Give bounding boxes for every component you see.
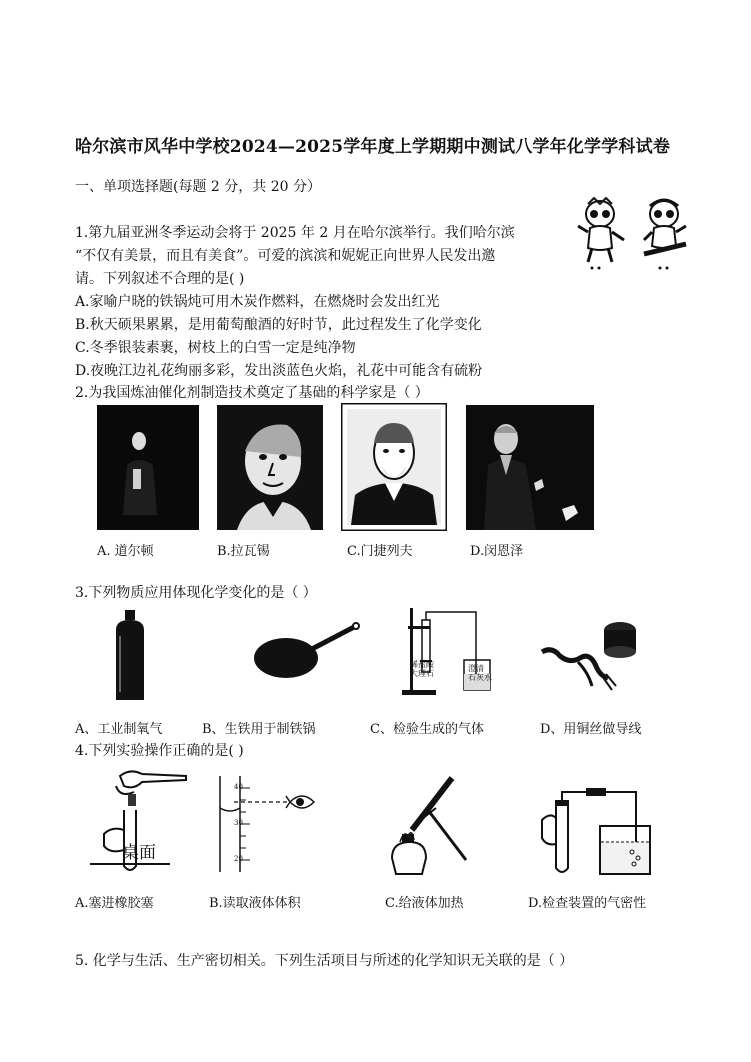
label-acid-marble: 稀盐酸 大理石 <box>410 660 434 678</box>
label-limewater: 澄清 石灰水 <box>468 664 492 682</box>
copper-wire-icon <box>538 612 642 692</box>
q4-option-c: C.给液体加热 <box>385 896 464 911</box>
q3-option-a: A、工业制氧气 <box>75 722 163 737</box>
desk-label: 桌面 <box>122 843 156 863</box>
heat-liquid-figure <box>378 770 478 880</box>
q3-option-b: B、生铁用于制铁锅 <box>202 722 316 737</box>
section-heading: 一、单项选择题(每题 2 分，共 20 分） <box>75 179 321 195</box>
portrait-mendeleev <box>341 403 447 531</box>
mascot-binbin-icon <box>572 196 628 270</box>
oxygen-cylinder-icon <box>110 610 150 702</box>
q2-option-a: A. 道尔顿 <box>97 544 154 559</box>
q1-option-b: B.秋天硕果累累，是用葡萄酿酒的好时节，此过程发生了化学变化 <box>75 317 482 333</box>
read-volume-figure <box>210 776 320 876</box>
scale-30: 30 <box>234 819 243 827</box>
q5-stem: 5. 化学与生活、生产密切相关。下列生活项目与所述的化学知识无关联的是（ ） <box>75 953 574 969</box>
portrait-min-enze <box>466 405 594 530</box>
iron-wok-icon <box>252 622 362 682</box>
mascot-nini-icon <box>636 196 692 270</box>
q1-line-3: 请。下列叙述不合理的是( ) <box>75 271 245 287</box>
scale-20: 20 <box>234 855 243 863</box>
airtight-check-figure <box>538 780 658 880</box>
q4-stem: 4.下列实验操作正确的是( ) <box>75 743 244 759</box>
q3-option-d: D、用铜丝做导线 <box>540 722 642 737</box>
q1-option-c: C.冬季银装素裹，树枝上的白雪一定是纯净物 <box>75 340 356 356</box>
q1-line-1: 1.第九届亚洲冬季运动会将于 2025 年 2 月在哈尔滨举行。我们哈尔滨 <box>75 225 515 241</box>
q2-stem: 2.为我国炼油催化剂制造技术奠定了基础的科学家是（ ） <box>75 385 429 401</box>
q1-option-a: A.家喻户晓的铁锅炖可用木炭作燃料，在燃烧时会发出红光 <box>75 294 440 310</box>
portrait-dalton <box>97 405 199 530</box>
gas-test-apparatus <box>400 604 510 696</box>
q4-option-b: B.读取液体体积 <box>209 896 301 911</box>
q2-option-b: B.拉瓦锡 <box>217 544 270 559</box>
q1-option-d: D.夜晚江边礼花绚丽多彩，发出淡蓝色火焰，礼花中可能含有硫粉 <box>75 363 483 379</box>
q4-option-a: A.塞进橡胶塞 <box>75 896 154 911</box>
scale-40: 40 <box>234 783 243 791</box>
q3-stem: 3.下列物质应用体现化学变化的是（ ） <box>75 585 317 601</box>
q4-option-d: D.检查装置的气密性 <box>528 896 647 911</box>
page-title: 哈尔滨市风华中学校2024—2025学年度上学期期中测试八学年化学学科试卷 <box>75 137 671 157</box>
q2-option-d: D.闵恩泽 <box>470 544 524 559</box>
q3-option-c: C、检验生成的气体 <box>370 722 484 737</box>
q2-option-c: C.门捷列夫 <box>347 544 413 559</box>
portrait-lavoisier <box>217 405 323 530</box>
q1-line-2: “不仅有美景，而且有美食”。可爱的滨滨和妮妮正向世界人民发出邀 <box>75 248 496 264</box>
